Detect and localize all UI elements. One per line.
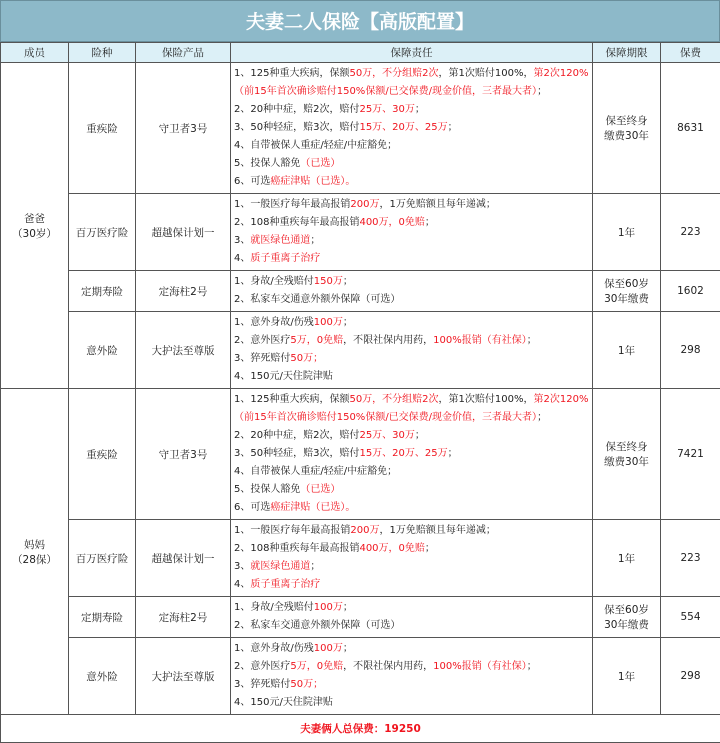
duty-line [234, 101, 589, 119]
duty-segment: 癌症津贴（已选）。 [270, 502, 355, 513]
duty-line [234, 427, 589, 445]
term-cell [593, 597, 661, 638]
duty-segment: 200万 [350, 199, 379, 210]
duty-segment: 4、150元/天住院津贴 [234, 371, 333, 382]
term-line: 保至终身 [593, 113, 660, 128]
term-cell [593, 63, 661, 194]
duty-line [234, 173, 589, 191]
duty-segment: 3、 [234, 561, 250, 572]
duty-segment: 2、20种中症，赔2次，赔付 [234, 430, 359, 441]
duty-segment: 癌症津贴（已选）。 [270, 176, 355, 187]
duty-segment: 4、 [234, 253, 250, 264]
duty-segment: 3、猝死赔付 [234, 353, 290, 364]
member-age: （28保） [1, 552, 68, 567]
premium-value: 7421 [661, 389, 720, 520]
duty-segment: 4、自带被保人重症/轻症/中症豁免； [234, 466, 397, 477]
duty-segment: 100%报销（有社保） [433, 335, 527, 346]
duty-line [234, 658, 589, 676]
insurance-type: 意外险 [69, 638, 136, 715]
duty-segment: ； [343, 317, 353, 328]
product-name: 超越保计划一 [136, 520, 231, 597]
duty-segment: 2、私家车交通意外额外保障（可选） [234, 294, 400, 305]
member-cell [1, 389, 69, 715]
duty-segment: ，1万免赔额且每年递减； [379, 525, 495, 536]
duty-cell [231, 638, 593, 715]
duty-segment: ； [448, 448, 458, 459]
table-row [1, 638, 720, 715]
term-line: 缴费30年 [593, 128, 660, 143]
duty-segment: 400万，0免赔 [359, 217, 424, 228]
duty-cell [231, 312, 593, 389]
table-row [1, 194, 720, 271]
duty-segment: 100万 [314, 643, 343, 654]
duty-segment: 4、150元/天住院津贴 [234, 697, 333, 708]
duty-segment: 质子重离子治疗 [250, 579, 320, 590]
page-title: 夫妻二人保险【高版配置】 [0, 0, 720, 42]
duty-line [234, 617, 589, 635]
duty-segment: 3、50种轻症，赔3次，赔付 [234, 448, 359, 459]
premium-value: 298 [661, 638, 720, 715]
product-name: 大护法至尊版 [136, 312, 231, 389]
product-name: 守卫者3号 [136, 63, 231, 194]
duty-line [234, 409, 589, 427]
duty-line [234, 368, 589, 386]
duty-cell [231, 194, 593, 271]
term-line: 1年 [593, 669, 660, 684]
duty-segment: 25万、30万 [359, 104, 414, 115]
duty-segment: 15万、20万、25万 [359, 448, 447, 459]
duty-segment: 1、一般医疗每年最高报销 [234, 199, 350, 210]
member-cell [1, 63, 69, 389]
duty-segment: ； [527, 335, 537, 346]
duty-line [234, 155, 589, 173]
premium-value: 223 [661, 520, 720, 597]
duty-segment: 就医绿色通道 [250, 561, 310, 572]
member-name: 爸爸 [1, 211, 68, 226]
duty-segment: 2、私家车交通意外额外保障（可选） [234, 620, 400, 631]
duty-line [234, 640, 589, 658]
duty-segment: 200万 [350, 525, 379, 536]
duty-cell [231, 271, 593, 312]
duty-line [234, 214, 589, 232]
product-name: 大护法至尊版 [136, 638, 231, 715]
duty-line [234, 676, 589, 694]
duty-segment: 4、 [234, 579, 250, 590]
total-row [1, 715, 720, 743]
duty-segment: ，1万免赔额且每年递减； [379, 199, 495, 210]
term-line: 1年 [593, 225, 660, 240]
header-type: 险种 [69, 43, 136, 63]
duty-segment: ，不限社保内用药， [343, 661, 433, 672]
total-premium: 夫妻俩人总保费：19250 [1, 715, 720, 743]
table-row [1, 389, 720, 520]
duty-cell [231, 520, 593, 597]
duty-segment: 6、可选 [234, 502, 270, 513]
duty-segment: 2、108种重疾每年最高报销 [234, 543, 359, 554]
duty-segment: 15万、20万、25万 [359, 122, 447, 133]
term-line: 缴费30年 [593, 454, 660, 469]
term-cell [593, 194, 661, 271]
table-row [1, 520, 720, 597]
duty-segment: 3、50种轻症，赔3次，赔付 [234, 122, 359, 133]
duty-segment: 50万； [290, 353, 323, 364]
duty-segment: 400万，0免赔 [359, 543, 424, 554]
duty-segment: 3、猝死赔付 [234, 679, 290, 690]
duty-segment: ； [415, 430, 425, 441]
duty-segment: 就医绿色通道 [250, 235, 310, 246]
insurance-type: 意外险 [69, 312, 136, 389]
duty-segment: 4、自带被保人重症/轻症/中症豁免； [234, 140, 397, 151]
duty-segment: 2、20种中症，赔2次，赔付 [234, 104, 359, 115]
duty-segment: 100万 [314, 602, 343, 613]
header-term: 保障期限 [593, 43, 661, 63]
duty-segment: ； [343, 643, 353, 654]
duty-segment: ； [343, 602, 353, 613]
duty-line [234, 250, 589, 268]
premium-value: 554 [661, 597, 720, 638]
duty-line [234, 119, 589, 137]
duty-segment: ； [527, 661, 537, 672]
duty-line [234, 137, 589, 155]
duty-line [234, 83, 589, 101]
product-name: 定海柱2号 [136, 271, 231, 312]
insurance-type: 重疾险 [69, 63, 136, 194]
insurance-type: 定期寿险 [69, 597, 136, 638]
premium-value: 8631 [661, 63, 720, 194]
term-cell [593, 312, 661, 389]
insurance-type: 百万医疗险 [69, 520, 136, 597]
duty-line [234, 232, 589, 250]
term-cell [593, 520, 661, 597]
duty-segment: ； [537, 86, 547, 97]
term-line: 保至60岁 [593, 276, 660, 291]
duty-segment: 1、125种重大疾病，保额 [234, 394, 349, 405]
duty-segment: （已选） [300, 158, 340, 169]
member-name: 妈妈 [1, 537, 68, 552]
duty-segment: 5、投保人豁免 [234, 158, 300, 169]
duty-segment: 1、身故/全残赔付 [234, 602, 314, 613]
insurance-type: 重疾险 [69, 389, 136, 520]
duty-segment: ； [448, 122, 458, 133]
term-line: 30年缴费 [593, 617, 660, 632]
duty-cell [231, 63, 593, 194]
insurance-type: 百万医疗险 [69, 194, 136, 271]
product-name: 超越保计划一 [136, 194, 231, 271]
duty-segment: 5万，0免赔 [290, 661, 343, 672]
duty-line [234, 332, 589, 350]
header-duty: 保障责任 [231, 43, 593, 63]
duty-line [234, 576, 589, 594]
term-cell [593, 389, 661, 520]
member-age: （30岁） [1, 226, 68, 241]
duty-segment: 150万 [314, 276, 343, 287]
duty-cell [231, 597, 593, 638]
duty-segment: 第2次120% [534, 68, 589, 79]
duty-segment: 第2次120% [534, 394, 589, 405]
duty-line [234, 445, 589, 463]
duty-segment: ； [310, 235, 320, 246]
duty-segment: 50万，不分组赔2次 [349, 394, 438, 405]
duty-line [234, 463, 589, 481]
duty-segment: 100万 [314, 317, 343, 328]
duty-line [234, 599, 589, 617]
duty-segment: 50万； [290, 679, 323, 690]
duty-segment: 5万，0免赔 [290, 335, 343, 346]
duty-segment: 1、身故/全残赔付 [234, 276, 314, 287]
duty-line [234, 65, 589, 83]
term-line: 保至60岁 [593, 602, 660, 617]
header-product: 保险产品 [136, 43, 231, 63]
table-row [1, 597, 720, 638]
table-row [1, 312, 720, 389]
duty-line [234, 540, 589, 558]
duty-segment: 1、意外身故/伤残 [234, 317, 314, 328]
duty-segment: ，不限社保内用药， [343, 335, 433, 346]
duty-segment: 2、意外医疗 [234, 661, 290, 672]
header-member: 成员 [1, 43, 69, 63]
duty-segment: 25万、30万 [359, 430, 414, 441]
duty-segment: 5、投保人豁免 [234, 484, 300, 495]
duty-segment: 质子重离子治疗 [250, 253, 320, 264]
duty-segment: ； [415, 104, 425, 115]
duty-segment: 3、 [234, 235, 250, 246]
term-line: 1年 [593, 343, 660, 358]
premium-value: 298 [661, 312, 720, 389]
premium-value: 1602 [661, 271, 720, 312]
duty-line [234, 558, 589, 576]
duty-line [234, 314, 589, 332]
duty-segment: ，第1次赔付100%， [439, 68, 534, 79]
table-row [1, 271, 720, 312]
duty-segment: （已选） [300, 484, 340, 495]
table-row [1, 63, 720, 194]
term-line: 30年缴费 [593, 291, 660, 306]
duty-line [234, 391, 589, 409]
premium-value: 223 [661, 194, 720, 271]
duty-line [234, 350, 589, 368]
duty-segment: （前15年首次确诊赔付150%保额/已交保费/现金价值，三者最大者） [234, 86, 537, 97]
duty-line [234, 481, 589, 499]
header-row [1, 43, 720, 63]
duty-segment: 50万，不分组赔2次 [349, 68, 438, 79]
header-premium: 保费 [661, 43, 720, 63]
duty-segment: 1、意外身故/伤残 [234, 643, 314, 654]
duty-segment: ； [343, 276, 353, 287]
duty-segment: ； [310, 561, 320, 572]
duty-segment: 6、可选 [234, 176, 270, 187]
duty-segment: 2、108种重疾每年最高报销 [234, 217, 359, 228]
term-cell [593, 271, 661, 312]
duty-line [234, 291, 589, 309]
product-name: 守卫者3号 [136, 389, 231, 520]
term-line: 保至终身 [593, 439, 660, 454]
duty-segment: ； [425, 217, 435, 228]
duty-line [234, 694, 589, 712]
duty-segment: ，第1次赔付100%， [439, 394, 534, 405]
duty-segment: （前15年首次确诊赔付150%保额/已交保费/现金价值，三者最大者） [234, 412, 537, 423]
term-cell [593, 638, 661, 715]
product-name: 定海柱2号 [136, 597, 231, 638]
duty-segment: 2、意外医疗 [234, 335, 290, 346]
term-line: 1年 [593, 551, 660, 566]
duty-segment: ； [537, 412, 547, 423]
duty-segment: 1、125种重大疾病，保额 [234, 68, 349, 79]
insurance-type: 定期寿险 [69, 271, 136, 312]
duty-line [234, 196, 589, 214]
insurance-table [0, 42, 720, 743]
duty-line [234, 499, 589, 517]
duty-segment: ； [425, 543, 435, 554]
duty-segment: 1、一般医疗每年最高报销 [234, 525, 350, 536]
duty-line [234, 273, 589, 291]
duty-segment: 100%报销（有社保） [433, 661, 527, 672]
duty-line [234, 522, 589, 540]
duty-cell [231, 389, 593, 520]
